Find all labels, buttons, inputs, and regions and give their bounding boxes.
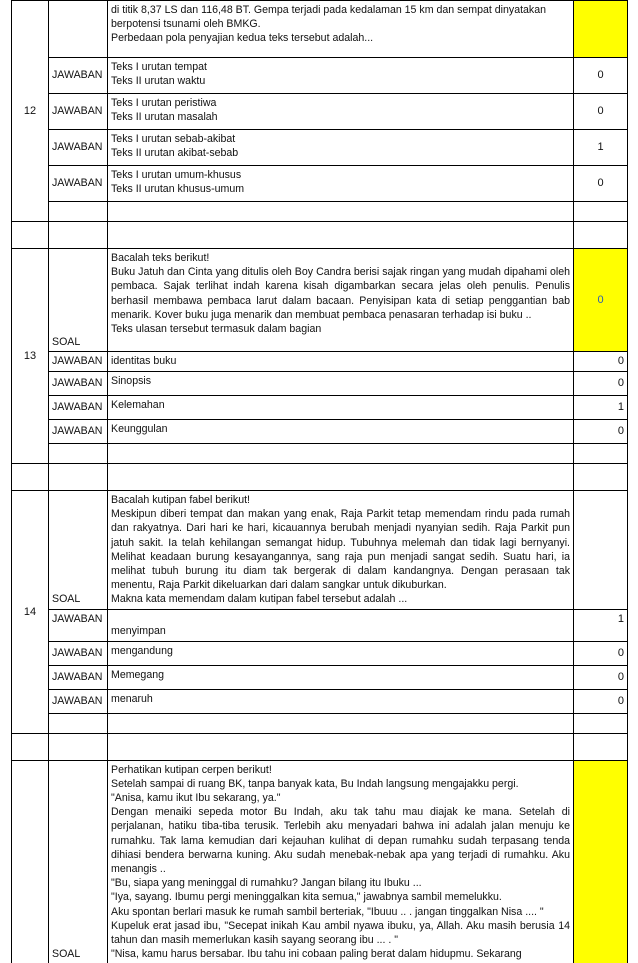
- answer-row: JAWABAN Teks I urutan sebab-akibat Teks II urutan akibat-sebab 1: [12, 130, 628, 166]
- answer-row: JAWABAN Kelemahan 1: [12, 396, 628, 420]
- answer-score: 0: [574, 420, 628, 444]
- spacer-row: [12, 222, 628, 249]
- q14-question-row: [12, 491, 628, 610]
- q13-question-score: 0: [574, 249, 628, 352]
- blank-row: [12, 713, 628, 733]
- soal-label: SOAL: [49, 249, 108, 352]
- soal-label: SOAL: [49, 760, 108, 963]
- blank-row: [12, 444, 628, 464]
- q15-score-cell: [574, 760, 628, 963]
- answer-text: mengandung: [108, 641, 574, 665]
- answer-text: Sinopsis: [108, 372, 574, 396]
- answer-text: Kelemahan: [108, 396, 574, 420]
- answer-score: 0: [574, 352, 628, 372]
- answer-row: JAWABAN Sinopsis 0: [12, 372, 628, 396]
- q13-question-row: [12, 249, 628, 352]
- question-table: [11, 0, 628, 963]
- answer-row: JAWABAN Keunggulan 0: [12, 420, 628, 444]
- q15-question-row: [12, 760, 628, 963]
- answer-score: 0: [574, 58, 628, 94]
- answer-score: 0: [574, 166, 628, 202]
- q12-score-cell: [574, 1, 628, 58]
- answer-row: JAWABAN Teks I urutan tempat Teks II urutan waktu 0: [12, 58, 628, 94]
- answer-text: Teks I urutan sebab-akibat Teks II urutan akibat-sebab: [108, 130, 574, 166]
- soal-label: SOAL: [49, 491, 108, 610]
- q14-question-text: Bacalah kutipan fabel berikut! Meskipun diberi tempat dan makan yang enak, Raja Parkit tetap memendam rindu pada rumah dan rakyatnya. Dari hari ke hari, kicauannya berubah menjadi nyanyian sedih. Raja Parkit pun jatuh sakit. Ia telah kehilangan semangat hidup. Tubuhnya melemah dan tidak lagi bernyanyi. Melihat keadaan burung kesayangannya, sang raja pun menjadi sangat sedih. Suatu hari, ia melihat tubuh burung itu diam tak bergerak di dalam kandangnya. Dengan perasaan tak menentu, Raja Parkit dikeluarkan dari dalam sangkar untuk dikuburkan. Makna kata memendam dalam kutipan fabel tersebut adalah ...: [108, 491, 574, 610]
- answer-row: JAWABAN menaruh 0: [12, 689, 628, 713]
- blank-row: [12, 202, 628, 222]
- answer-text: Teks I urutan peristiwa Teks II urutan masalah: [108, 94, 574, 130]
- answer-row: JAWABAN Teks I urutan umum-khusus Teks II urutan khusus-umum 0: [12, 166, 628, 202]
- q14-score-cell: [574, 491, 628, 610]
- answer-row: JAWABAN menyimpan 1: [12, 609, 628, 641]
- answer-row: JAWABAN mengandung 0: [12, 641, 628, 665]
- q12-question-tail-row: [12, 1, 628, 58]
- answer-text: Keunggulan: [108, 420, 574, 444]
- answer-text: identitas buku: [108, 352, 574, 372]
- answer-text: Teks I urutan umum-khusus Teks II urutan khusus-umum: [108, 166, 574, 202]
- q14-number: 14: [12, 491, 49, 734]
- answer-row: JAWABAN Memegang 0: [12, 665, 628, 689]
- spacer-row: [12, 733, 628, 760]
- answer-score: 0: [574, 665, 628, 689]
- q13-question-text: Bacalah teks berikut! Buku Jatuh dan Cinta yang ditulis oleh Boy Candra berisi sajak ringan yang mudah dipahami oleh pembaca. Sajak terlihat indah karena kisah digambarkan secara jelas oleh penulis. Penulis berhasil membawa pembaca larut dalam bacaan. Penyisipan kata di setiap penggantian bab menarik. Kover buku juga menarik dan membuat pembaca penasaran terhadap isi buku .. Teks ulasan tersebut termasuk dalam bagian: [108, 249, 574, 352]
- answer-text: Teks I urutan tempat Teks II urutan waktu: [108, 58, 574, 94]
- answer-score: 1: [574, 609, 628, 641]
- answer-score: 1: [574, 130, 628, 166]
- answer-text: Memegang: [108, 665, 574, 689]
- q13-number: 13: [12, 249, 49, 464]
- answer-row: JAWABAN Teks I urutan peristiwa Teks II urutan masalah 0: [12, 94, 628, 130]
- answer-text: menyimpan: [108, 609, 574, 641]
- spacer-row: [12, 464, 628, 491]
- answer-row: JAWABAN identitas buku 0: [12, 352, 628, 372]
- answer-score: 1: [574, 396, 628, 420]
- q12-number: 12: [12, 1, 49, 222]
- answer-text: menaruh: [108, 689, 574, 713]
- q15-question-text: Perhatikan kutipan cerpen berikut! Setelah sampai di ruang BK, tanpa banyak kata, Bu Indah langsung mengajakku pergi. "Anisa, kamu ikut Ibu sekarang, ya." Dengan menaiki sepeda motor Bu Indah, aku tak tahu mau diajak ke mana. Setelah di perjalanan, hatiku tiba-tiba terusik. Terlebih aku menyadari bahwa ini adalah jalan menuju ke rumahku. Tak lama kemudian dari kejauhan kulihat di depan rumahku sudah terpasang tenda dihiasi bendera berwarna kuning. Aku sudah menebak-nebak apa yang terjadi di rumahku. Aku menangis .. "Bu, siapa yang meninggal di rumahku? Jangan bilang itu Ibuku ... "Iya, sayang. Ibumu pergi meninggalkan kita semua," jawabnya sambil memelukku. Aku spontan berlari masuk ke rumah sambil berteriak, "Ibuuu .. . jangan tinggalkan Nisa .... " Kupeluk erat jasad ibu, "Secepat inikah Kau ambil nyawa ibuku, ya, Allah. Aku masih berusia 14 tahun dan masih memerlukan kasih sayang seorang ibu ... . " "Nisa, kamu harus bersabar. Ibu tahu ini cobaan paling berat dalam hidupmu. Sekarang: [108, 760, 574, 963]
- answer-score: 0: [574, 689, 628, 713]
- answer-score: 0: [574, 94, 628, 130]
- answer-score: 0: [574, 641, 628, 665]
- q15-number: [12, 760, 49, 963]
- answer-score: 0: [574, 372, 628, 396]
- q12-question-text: di titik 8,37 LS dan 116,48 BT. Gempa terjadi pada kedalaman 15 km dan sempat dinyatakan berpotensi tsunami oleh BMKG. Perbedaan pola penyajian kedua teks tersebut adalah...: [108, 1, 574, 58]
